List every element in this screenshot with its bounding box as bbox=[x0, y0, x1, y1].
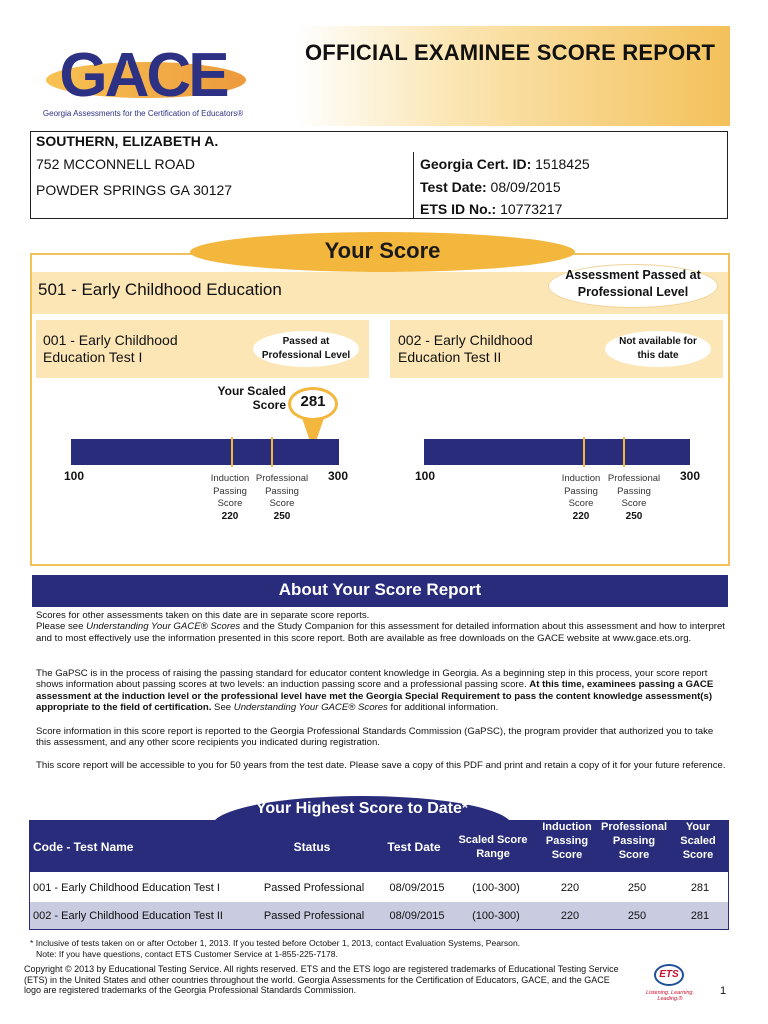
test-2-scale-max: 300 bbox=[680, 469, 701, 483]
test-2-professional-label: Professional Passing Score 250 bbox=[607, 473, 661, 522]
row-1-induction: 220 bbox=[560, 882, 580, 894]
test-date-row: Test Date: 08/09/2015 bbox=[420, 179, 561, 195]
logo-tagline: Georgia Assessments for the Certification of Educators® bbox=[42, 109, 244, 118]
about-paragraph-1: Scores for other assessments taken on this date are in separate score reports. Please see Understanding Your GACE® Scores and the Study Companion for this assessment for detailed information about this assessment and how to interpret and to most effectively use the information presented in this score report. Both are available as free downloads on the GACE website at www.gace.ets.org. bbox=[36, 610, 725, 644]
test-1-name: 001 - Early Childhood Education Test I bbox=[43, 332, 178, 365]
test-1-induction-label: Induction Passing Score 220 bbox=[210, 473, 250, 522]
ets-tagline: Listening. Learning. Leading.® bbox=[645, 990, 694, 1002]
scaled-score-label: Your Scaled Score bbox=[217, 384, 286, 412]
examinee-name: SOUTHERN, ELIZABETH A. bbox=[36, 133, 219, 149]
logo-text: GACE bbox=[59, 41, 227, 110]
highest-score-title: Your Highest Score to Date* bbox=[255, 800, 469, 817]
page-number: 1 bbox=[720, 985, 727, 997]
row-2-code: 002 - Early Childhood Education Test II bbox=[33, 910, 223, 922]
row-2-induction: 220 bbox=[560, 910, 580, 922]
th-status: Status bbox=[293, 840, 331, 854]
ets-id-value: 10773217 bbox=[500, 201, 563, 217]
address-line-1: 752 MCCONNELL ROAD bbox=[36, 156, 195, 172]
score-marker-value: 281 bbox=[300, 393, 326, 410]
copyright: Copyright © 2013 by Educational Testing Service. All rights reserved. ETS and the ETS logo are registered trademarks of Educational Testing Service (ETS) in the United States and other countries throughout the world. Georgia Assessments for the Certification of Educators, GACE, and the GACE logo are registered trademarks of the Georgia Professional Standards Commission. bbox=[24, 964, 619, 996]
assessment-status: Assessment Passed at Professional Level bbox=[565, 268, 701, 299]
test-2-professional-tick bbox=[623, 437, 625, 467]
report-title: OFFICIAL EXAMINEE SCORE REPORT bbox=[305, 40, 716, 65]
about-paragraph-3: Score information in this score report is reported to the Georgia Professional Standards Commission (GaPSC), the program provider that authorized you to take this assessment, and any other score recipients you indicated during registration. bbox=[36, 726, 714, 749]
row-1-status: Passed Professional bbox=[263, 882, 365, 894]
ets-id-row: ETS ID No.: 10773217 bbox=[420, 201, 563, 217]
test-2-score-bar bbox=[424, 439, 690, 465]
test-2-name: 002 - Early Childhood Education Test II bbox=[398, 332, 533, 365]
table-border bbox=[29, 872, 729, 930]
test-1-scale-min: 100 bbox=[64, 469, 85, 483]
test-1-scale-max: 300 bbox=[328, 469, 349, 483]
footnote-asterisk: * Inclusive of tests taken on or after October 1, 2013. If you tested before October 1, 2013, contact Evaluation Systems, Pearson. bbox=[30, 938, 521, 948]
test-date-value: 08/09/2015 bbox=[490, 179, 561, 195]
test-1-professional-tick bbox=[271, 437, 273, 467]
test-2-status: Not available for this date bbox=[619, 336, 697, 361]
row-2-range: (100-300) bbox=[472, 910, 520, 922]
gace-logo bbox=[38, 32, 248, 122]
th-professional: Professional Passing Score bbox=[600, 821, 668, 861]
row-1-date: 08/09/2015 bbox=[389, 882, 445, 894]
th-test-date: Test Date bbox=[387, 840, 441, 854]
th-range: Scaled Score Range bbox=[458, 834, 528, 860]
row-2-date: 08/09/2015 bbox=[389, 910, 445, 922]
about-paragraph-4: This score report will be accessible to you for 50 years from the test date. Please save a copy of this PDF and print and retain a copy of it for your future reference. bbox=[36, 760, 726, 771]
footnote-contact: Note: If you have questions, contact ETS Customer Service at 1-855-225-7178. bbox=[36, 949, 338, 959]
test-1-professional-label: Professional Passing Score 250 bbox=[255, 473, 309, 522]
test-2-induction-tick bbox=[583, 437, 585, 467]
test-2-scale-min: 100 bbox=[415, 469, 436, 483]
th-code: Code - Test Name bbox=[33, 840, 134, 854]
assessment-name: 501 - Early Childhood Education bbox=[38, 280, 282, 299]
about-paragraph-2: The GaPSC is in the process of raising the passing standard for educator content knowledge in Georgia. As a beginning step in this process, your score report shows information about passing scores at two levels: an induction passing score and a professional passing score. At this time, examinees passing a GACE assessment at the induction level or the professional level have met the Georgia Special Requirement to pass the content knowledge assessment(s) appropriate to the field of certification. See Understanding Your GACE® Scores for additional information. bbox=[36, 668, 714, 714]
id-divider bbox=[413, 152, 414, 218]
test-2-induction-label: Induction Passing Score 220 bbox=[561, 473, 601, 522]
cert-id-row: Georgia Cert. ID: 1518425 bbox=[420, 156, 590, 172]
score-section-title: Your Score bbox=[324, 238, 441, 263]
row-1-professional: 250 bbox=[627, 882, 647, 894]
row-2-your-score: 281 bbox=[690, 910, 710, 922]
row-1-range: (100-300) bbox=[472, 882, 520, 894]
test-1-score-bar bbox=[71, 439, 339, 465]
test-1-status: Passed at Professional Level bbox=[261, 336, 351, 361]
cert-id-value: 1518425 bbox=[535, 156, 590, 172]
address-line-2: POWDER SPRINGS GA 30127 bbox=[36, 182, 233, 198]
th-your-score: Your Scaled Score bbox=[680, 821, 716, 861]
about-title: About Your Score Report bbox=[278, 580, 482, 599]
test-1-induction-tick bbox=[231, 437, 233, 467]
row-1-code: 001 - Early Childhood Education Test I bbox=[33, 882, 220, 894]
th-induction: Induction Passing Score bbox=[542, 821, 592, 861]
row-2-status: Passed Professional bbox=[263, 910, 365, 922]
row-2-professional: 250 bbox=[627, 910, 647, 922]
ets-logo: ETS bbox=[654, 964, 684, 986]
row-1-your-score: 281 bbox=[690, 882, 710, 894]
